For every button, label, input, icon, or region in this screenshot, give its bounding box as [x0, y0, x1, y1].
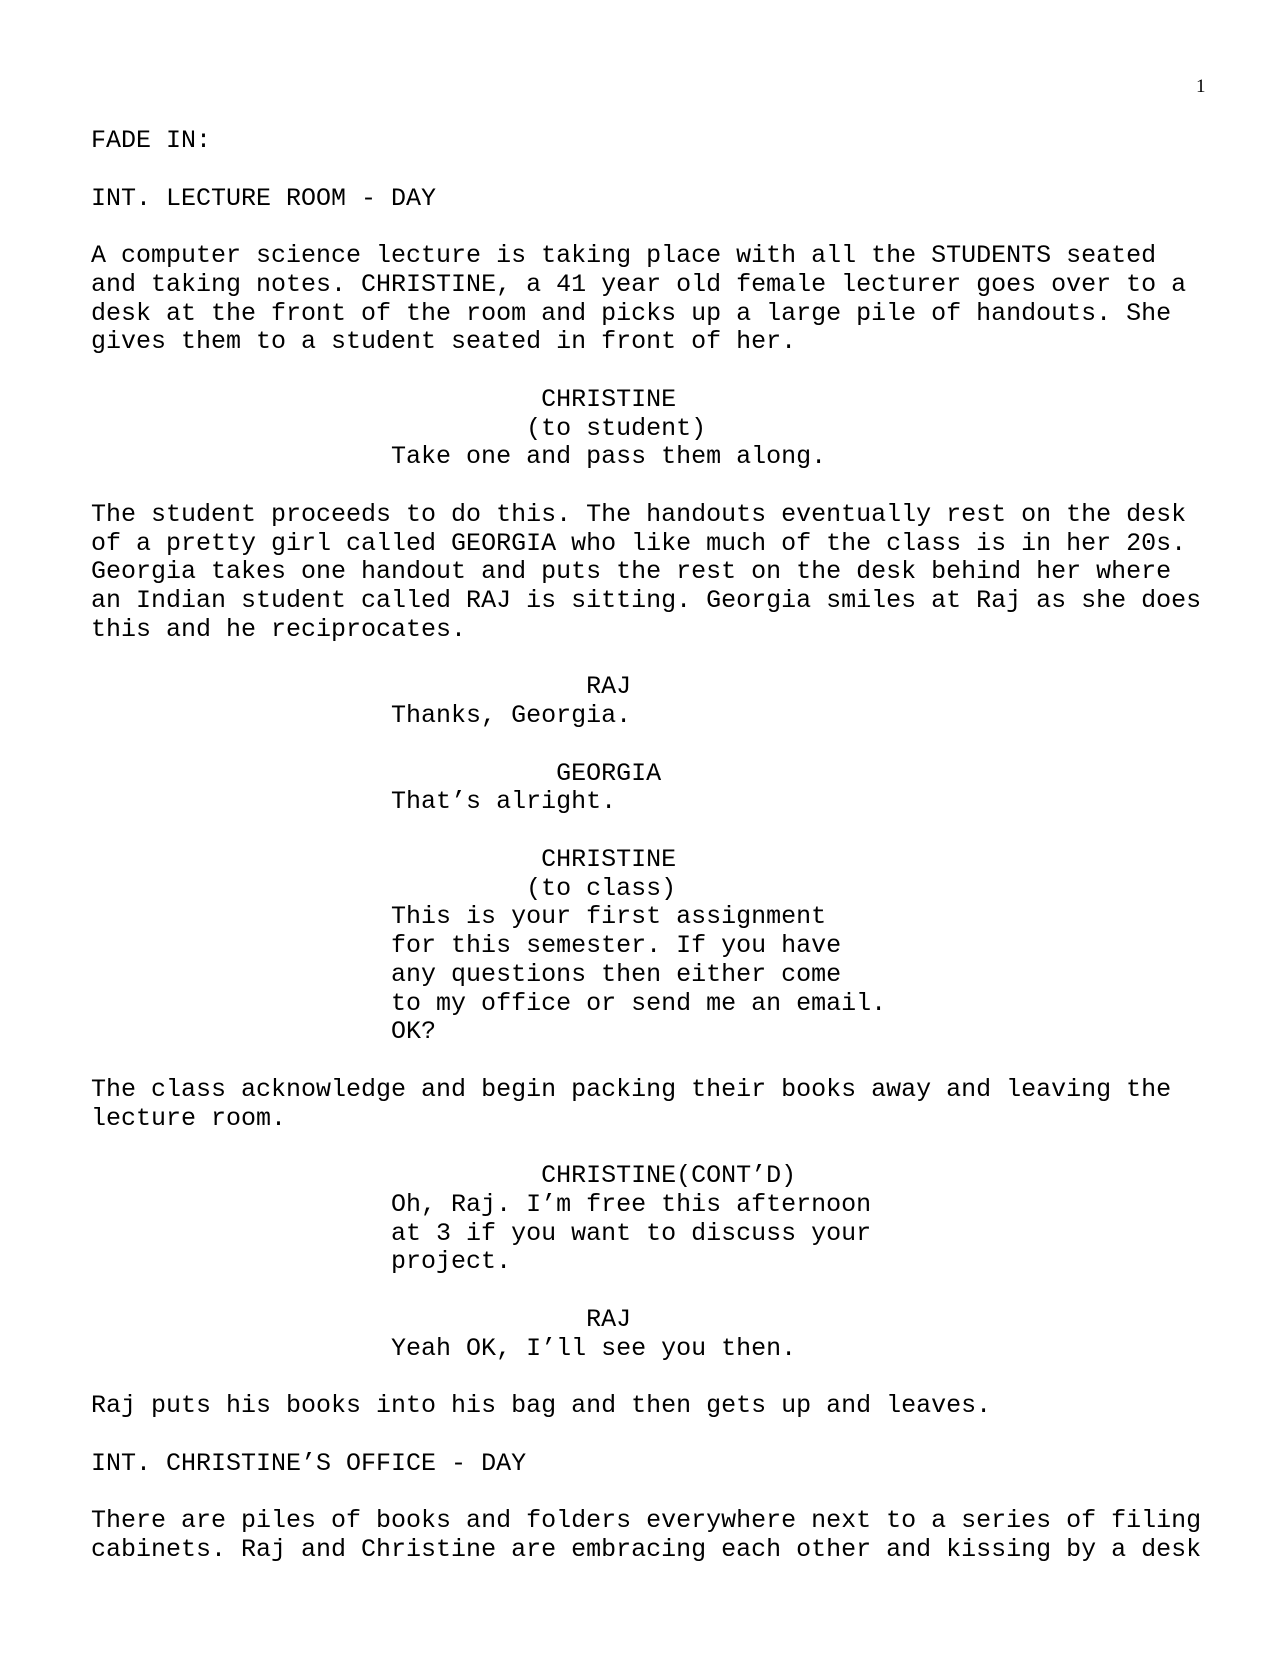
dialogue-line: Yeah OK, I’ll see you then. — [391, 1333, 797, 1363]
blank-line — [91, 731, 1201, 760]
blank-line — [91, 472, 1201, 501]
dialogue-line: Oh, Raj. I’m free this afternoon — [391, 1189, 872, 1219]
blank-line — [91, 357, 1201, 386]
character-name: RAJ — [586, 672, 632, 702]
character-name: CHRISTINE(CONT’D) — [541, 1161, 797, 1190]
screenplay-body — [91, 127, 1201, 1565]
action-line: and taking notes. CHRISTINE, a 41 year old female lecturer goes over to a — [91, 269, 1187, 299]
action-line: The class acknowledge and begin packing their books away and leaving the — [91, 1074, 1172, 1104]
blank-line — [91, 817, 1201, 846]
dialogue-line: Take one and pass them along. — [391, 442, 827, 472]
action-line: this and he reciprocates. — [91, 614, 467, 644]
action-line: of a pretty girl called GEORGIA who like much of the class is in her 20s. — [91, 528, 1187, 558]
blank-line — [91, 1047, 1201, 1076]
page-number: 1 — [1196, 76, 1206, 97]
dialogue-line: at 3 if you want to discuss your — [391, 1218, 872, 1248]
action-line: A computer science lecture is taking place with all the STUDENTS seated — [91, 241, 1157, 270]
character-name: GEORGIA — [556, 758, 662, 788]
action-line: gives them to a student seated in front of her. — [91, 327, 797, 357]
blank-line — [91, 1478, 1201, 1507]
dialogue-line: This is your first assignment — [391, 902, 827, 932]
blank-line — [91, 1363, 1201, 1392]
dialogue-line: OK? — [391, 1017, 437, 1047]
transition: FADE IN: — [91, 126, 212, 155]
action-line: lecture room. — [91, 1103, 287, 1133]
parenthetical: (to student) — [526, 413, 707, 443]
scene-heading: INT. CHRISTINE’S OFFICE - DAY — [91, 1448, 527, 1478]
dialogue-line: project. — [391, 1247, 512, 1277]
action-line: Raj puts his books into his bag and then gets up and leaves. — [91, 1391, 992, 1420]
dialogue-line: to my office or send me an email. — [391, 988, 887, 1018]
character-name: RAJ — [586, 1304, 632, 1334]
action-line: The student proceeds to do this. The handouts eventually rest on the desk — [91, 499, 1187, 529]
blank-line — [91, 213, 1201, 242]
action-line: Georgia takes one handout and puts the rest on the desk behind her where — [91, 557, 1172, 587]
dialogue-line: for this semester. If you have — [391, 931, 842, 960]
scene-heading: INT. LECTURE ROOM - DAY — [91, 183, 437, 213]
action-line: There are piles of books and folders everywhere next to a series of filing — [91, 1506, 1202, 1535]
blank-line — [91, 1133, 1201, 1162]
character-name: CHRISTINE — [541, 384, 677, 414]
dialogue-line: Thanks, Georgia. — [391, 701, 632, 730]
parenthetical: (to class) — [526, 873, 677, 903]
action-line: an Indian student called RAJ is sitting. Georgia smiles at Raj as she does — [91, 586, 1202, 615]
character-name: CHRISTINE — [541, 844, 677, 874]
blank-line — [91, 1277, 1201, 1306]
dialogue-line: any questions then either come — [391, 959, 842, 989]
action-line: cabinets. Raj and Christine are embracing each other and kissing by a desk — [91, 1534, 1202, 1564]
dialogue-line: That’s alright. — [391, 787, 617, 817]
blank-line — [91, 1421, 1201, 1450]
action-line: desk at the front of the room and picks up a large pile of handouts. She — [91, 298, 1172, 328]
blank-line — [91, 645, 1201, 674]
blank-line — [91, 156, 1201, 185]
